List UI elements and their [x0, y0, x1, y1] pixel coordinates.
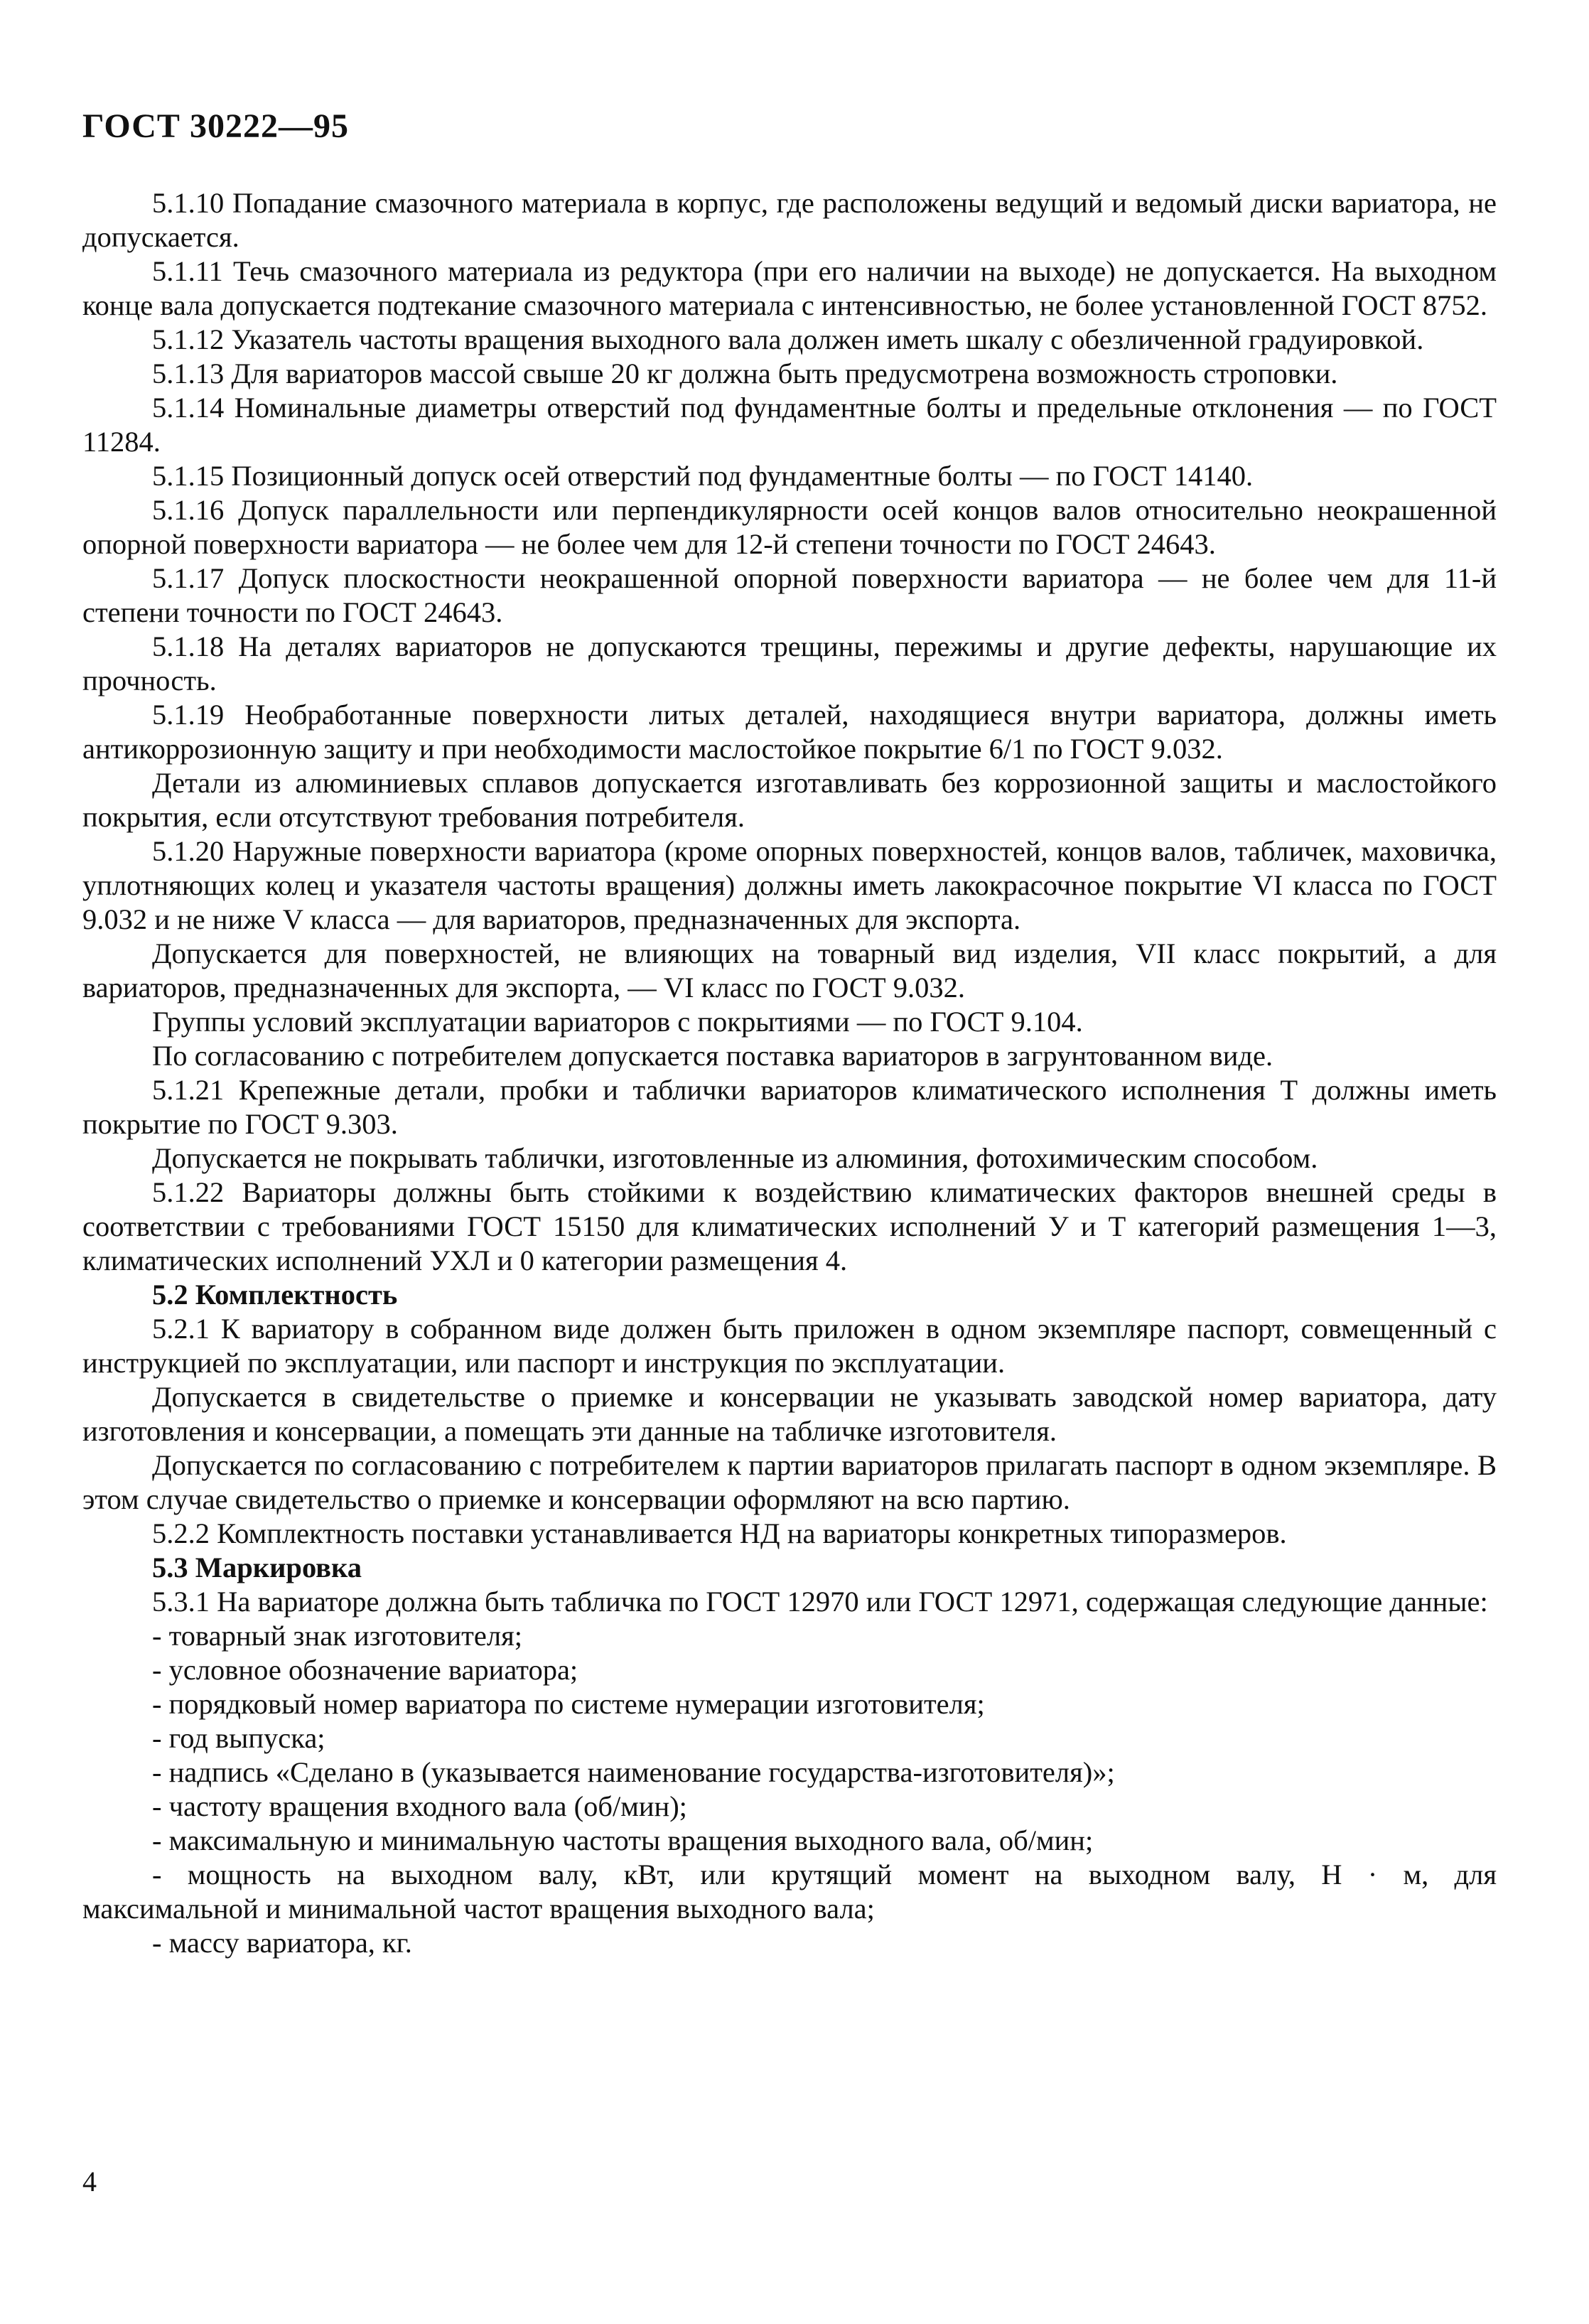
- paragraph-5-1-16: 5.1.16 Допуск параллельности или перпендикулярности осей концов валов относительно неокрашенной опорной поверхности вариатора — не более чем для 12-й степени точности по ГОСТ 24643.: [82, 494, 1497, 560]
- paragraph-class-vii: Допускается для поверхностей, не влияющих на товарный вид изделия, VII класс покрытий, а для вариаторов, предназначенных для экспорта, — VI класс по ГОСТ 9.032.: [82, 937, 1497, 1004]
- paragraph-certificate: Допускается в свидетельстве о приемке и консервации не указывать заводской номер вариатора, дату изготовления и консервации, а помещать эти данные на табличке изготовителя.: [82, 1381, 1497, 1447]
- paragraph-5-1-17: 5.1.17 Допуск плоскостности неокрашенной опорной поверхности вариатора — не более чем для 11-й степени точности по ГОСТ 24643.: [82, 562, 1497, 628]
- paragraph-5-1-11: 5.1.11 Течь смазочного материала из редуктора (при его наличии на выходе) не допускается. На выходном конце вала допускается подтекание смазочного материала с интенсивностью, не более установленной ГОСТ 8752.: [82, 255, 1497, 321]
- paragraph-batch-passport: Допускается по согласованию с потребителем к партии вариаторов прилагать паспорт в одном экземпляре. В этом случае свидетельство о приемке и консервации оформляют на всю партию.: [82, 1449, 1497, 1515]
- paragraph-5-1-19: 5.1.19 Необработанные поверхности литых деталей, находящиеся внутри вариатора, должны иметь антикоррозионную защиту и при необходимости маслостойкое покрытие 6/1 по ГОСТ 9.032.: [82, 699, 1497, 765]
- paragraph-5-2-2: 5.2.2 Комплектность поставки устанавливается НД на вариаторы конкретных типоразмеров.: [152, 1517, 1287, 1549]
- document-header: ГОСТ 30222—95: [82, 107, 349, 145]
- paragraph-aluminium: Детали из алюминиевых сплавов допускается изготавливать без коррозионной защиты и маслостойкого покрытия, если отсутствуют требования потребителя.: [82, 767, 1497, 833]
- section-heading-5-2: 5.2 Комплектность: [152, 1279, 398, 1311]
- paragraph-5-1-12: 5.1.12 Указатель частоты вращения выходного вала должен иметь шкалу с обезличенной градуировкой.: [152, 323, 1424, 355]
- paragraph-5-1-15: 5.1.15 Позиционный допуск осей отверстий под фундаментные болты — по ГОСТ 14140.: [152, 460, 1254, 492]
- list-item: - год выпуска;: [152, 1722, 325, 1754]
- list-item: - товарный знак изготовителя;: [152, 1620, 522, 1652]
- list-item: - частоту вращения входного вала (об/мин);: [152, 1790, 687, 1822]
- list-item: - условное обозначение вариатора;: [152, 1654, 578, 1686]
- paragraph-5-3-1: 5.3.1 На вариаторе должна быть табличка по ГОСТ 12970 или ГОСТ 12971, содержащая следующие данные:: [152, 1586, 1488, 1618]
- list-item-power-line-2: максимальной и минимальной частот вращения выходного вала;: [82, 1893, 875, 1925]
- page-number: 4: [82, 2166, 97, 2197]
- paragraph-5-1-22: 5.1.22 Вариаторы должны быть стойкими к воздействию климатических факторов внешней среды в соответствии с требованиями ГОСТ 15150 для климатических исполнений У и Т категорий размещения 1—3, климатических исполнений УХЛ и 0 категории размещения 4.: [82, 1176, 1497, 1276]
- paragraph-5-1-20: 5.1.20 Наружные поверхности вариатора (кроме опорных поверхностей, концов валов, табличек, маховичка, уплотняющих колец и указателя частоты вращения) должны иметь лакокрасочное покрытие VI класса по ГОСТ 9.032 и не ниже V класса — для вариаторов, предназначенных для экспорта.: [82, 835, 1497, 935]
- list-item: - надпись «Сделано в (указывается наименование государства-изготовителя)»;: [152, 1756, 1115, 1788]
- paragraph-plates: Допускается не покрывать таблички, изготовленные из алюминия, фотохимическим способом.: [152, 1142, 1318, 1174]
- paragraph-5-1-14: 5.1.14 Номинальные диаметры отверстий под фундаментные болты и предельные отклонения — по ГОСТ 11284.: [82, 392, 1497, 458]
- document-body: [82, 186, 1497, 1960]
- paragraph-operating-groups: Группы условий эксплуатации вариаторов с покрытиями — по ГОСТ 9.104.: [152, 1006, 1083, 1038]
- paragraph-5-2-1: 5.2.1 К вариатору в собранном виде должен быть приложен в одном экземпляре паспорт, совмещенный с инструкцией по эксплуатации, или паспорт и инструкция по эксплуатации.: [82, 1313, 1497, 1379]
- paragraph-5-1-13: 5.1.13 Для вариаторов массой свыше 20 кг должна быть предусмотрена возможность строповки.: [152, 357, 1338, 389]
- list-item: - порядковый номер вариатора по системе нумерации изготовителя;: [152, 1688, 985, 1720]
- list-item-power-line-1: - мощность на выходном валу, кВт, или крутящий момент на выходном валу, Н · м, для: [152, 1858, 1497, 1890]
- section-heading-5-3: 5.3 Маркировка: [152, 1551, 362, 1583]
- paragraph-5-1-18: 5.1.18 На деталях вариаторов не допускаются трещины, пережимы и другие дефекты, нарушающие их прочность.: [82, 630, 1497, 696]
- paragraph-5-1-10: 5.1.10 Попадание смазочного материала в корпус, где расположены ведущий и ведомый диски вариатора, не допускается.: [82, 187, 1497, 253]
- paragraph-5-1-21: 5.1.21 Крепежные детали, пробки и таблички вариаторов климатического исполнения Т должны иметь покрытие по ГОСТ 9.303.: [82, 1074, 1497, 1140]
- list-item: - максимальную и минимальную частоты вращения выходного вала, об/мин;: [152, 1824, 1094, 1856]
- list-item: - массу вариатора, кг.: [152, 1927, 412, 1959]
- paragraph-primed-delivery: По согласованию с потребителем допускается поставка вариаторов в загрунтованном виде.: [152, 1040, 1273, 1072]
